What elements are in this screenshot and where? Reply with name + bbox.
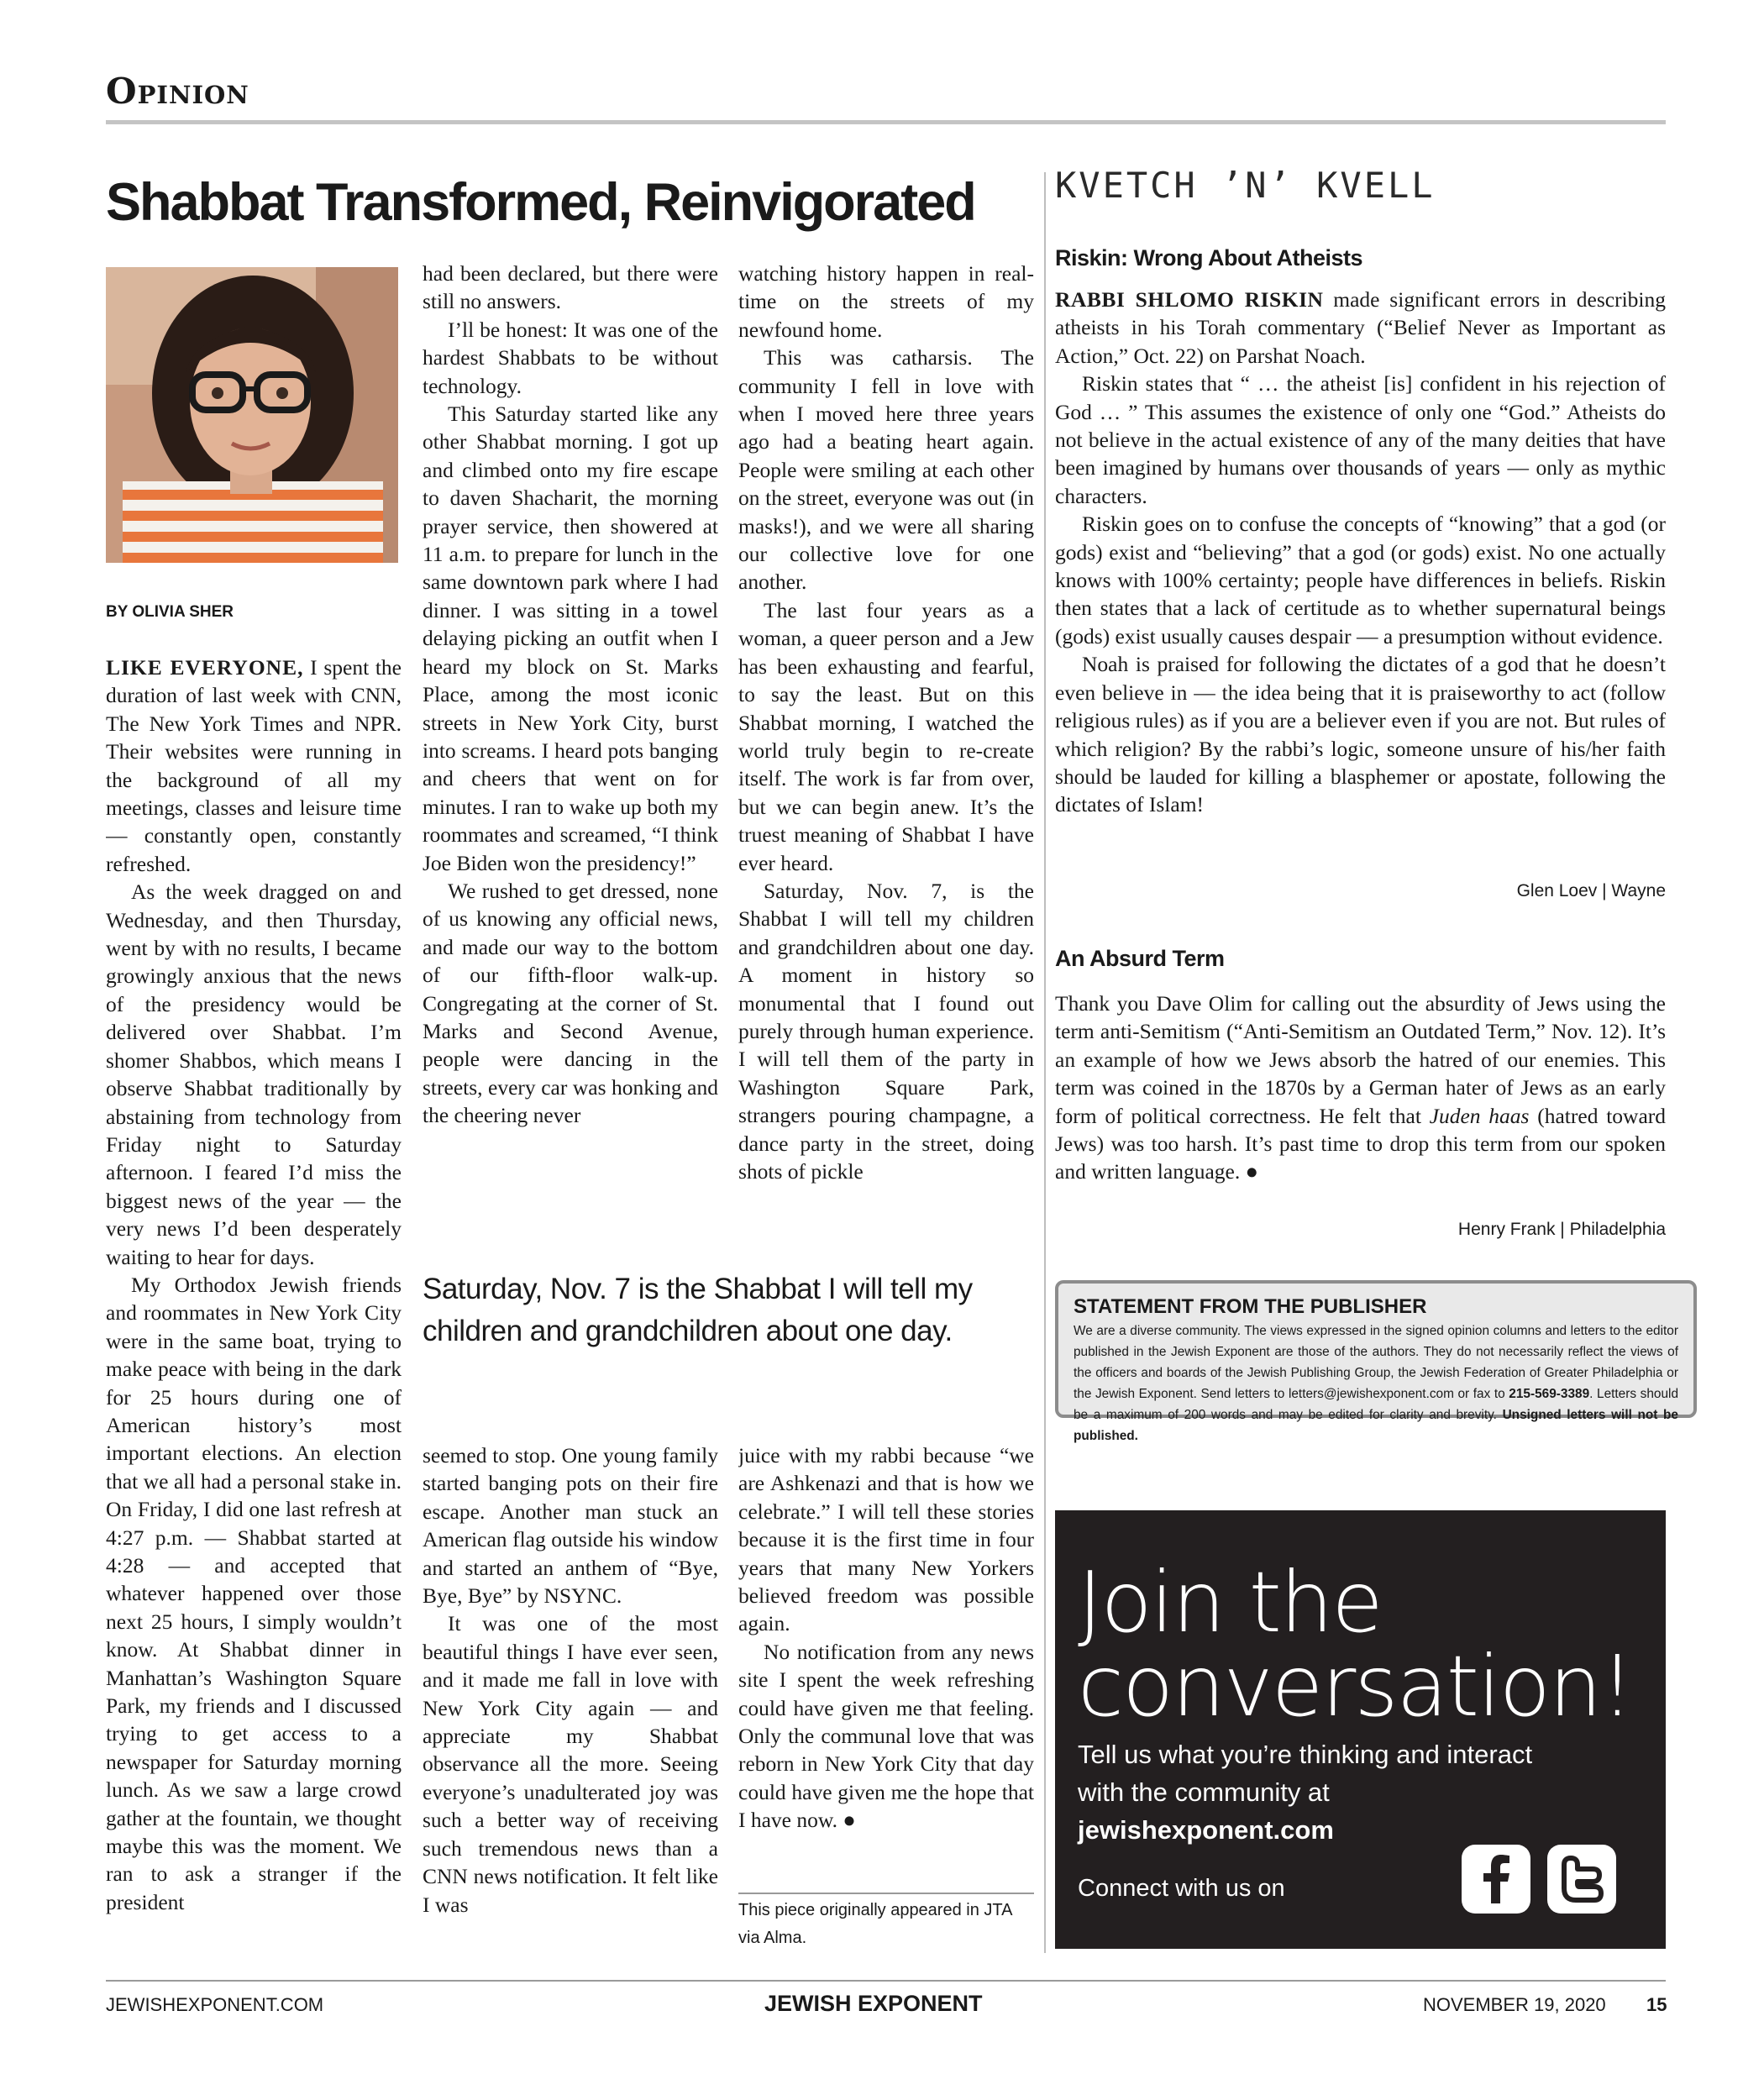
paragraph: RABBI SHLOMO RISKIN made significant errors in describing atheists in his Torah commentary (“Belief Never as Important as Action,” Oct. 22) on Parshat Noach. [1055, 287, 1666, 368]
connect-label: Connect with us on [1078, 1875, 1285, 1902]
article-column-3-bottom [738, 1441, 1034, 1878]
paragraph: seemed to stop. One young family started banging pots on their fire escape. Another man stuck an American flag outside his window and started an anthem of “Bye, Bye, Bye” by NSYNC. [423, 1443, 718, 1609]
publisher-statement-heading: STATEMENT FROM THE PUBLISHER [1074, 1295, 1427, 1318]
facebook-icon[interactable] [1462, 1845, 1530, 1914]
twitter-icon[interactable] [1547, 1845, 1616, 1914]
paragraph: Riskin goes on to confuse the concepts of “knowing” that a god (or gods) exist and “believing” that a god (or gods) exist. No one actually knows with 100% certainty; people have differences in beliefs. Riskin then states that a lack of certitude as to whether supernatural beings (gods) exist usually causes despair — a presumption without evidence. [1055, 512, 1666, 648]
paragraph: My Orthodox Jewish friends and roommates in New York City were in the same boat, trying to make peace with being in the dark for 25 hours during one of American history’s most important elections. An election that we all had a personal stake in. On Friday, I did one last refresh at 4:27 p.m. — Shabbat started at 4:28 — and accepted that whatever happened over those next 25 hours, I simply wouldn’t know. At Shabbat dinner in Manhattan’s Washington Square Park, my friends and I discussed trying to get access to a newspaper for Saturday morning lunch. As we saw a large crowd gather at the fountain, we thought maybe this was the moment. We ran to ask a stranger if the president [106, 1272, 402, 1914]
letter-signature: Henry Frank | Philadelphia [1457, 1220, 1666, 1239]
article-column-2-top [423, 260, 718, 1184]
footer-rule [106, 1980, 1666, 1982]
author-portrait-image [106, 267, 398, 563]
letter-body [1055, 286, 1666, 819]
paragraph: This Saturday started like any other Shabbat morning. I got up and climbed onto my fire escape to daven Shacharit, the morning prayer service, then showered at 11 a.m. to prepare for lunch in the same downtown park where I had dinner. I was sitting in a towel delaying picking an outfit when I heard my block on St. Marks Place, among the most iconic streets in New York City, burst into screams. I heard pots banging and cheers that went on for minutes. I ran to wake up both my roommates and screamed, “I think Joe Biden won the presidency!” [423, 402, 718, 875]
email-link[interactable]: letters@jewishexponent.com [1288, 1387, 1454, 1401]
source-note: This piece originally appeared in JTA via Alma. [738, 1901, 1012, 1947]
ad-subtext: Tell us what you’re thinking and interact with the community at jewishexponent.com [1078, 1740, 1533, 1845]
paragraph: It was one of the most beautiful things I have ever seen, and it made me fall in love with New York City again — and appreciate my Shabbat observance all the more. Seeing everyone’s unadulterated joy was such a better way of receiving such tremendous news than a CNN news notification. It felt like I was [423, 1611, 718, 1917]
page-number: 15 [1646, 1994, 1667, 2015]
paragraph: I’ll be honest: It was one of the hardest Shabbats to be without technology. [423, 317, 718, 398]
article-headline: Shabbat Transformed, Reinvigorated [106, 173, 975, 232]
fax-number: 215-569-3389 [1509, 1387, 1590, 1401]
paragraph: This was catharsis. The community I fell in love with when I moved here three years ago had a beating heart again. People were smiling at each other on the street, everyone was out (in masks!), and we were all sharing our collective love for one another. [738, 345, 1034, 595]
paragraph: had been declared, but there were still no answers. [423, 261, 718, 314]
letter-signature: Glen Loev | Wayne [1516, 881, 1666, 900]
footer-website: JEWISHEXPONENT.COM [106, 1994, 324, 2015]
publisher-statement-text: We are a diverse community. The views expressed in the signed opinion columns and letters to the editor published in the Jewish Exponent are those of the authors. They do not necessarily reflect the views of the officers and boards of the Jewish Publishing Group, the Jewish Federation of Greater Philadelphia or the Jewish Exponent. Send letters to letters@jewishexponent.com or fax to 215-569-3389. Letters should be a maximum of 200 words and may be edited for clarity and brevity. Unsigned letters will not be published. [1074, 1324, 1678, 1443]
paragraph: Saturday, Nov. 7, is the Shabbat I will tell my children and grandchildren about one day. A moment in history so monumental that I found out purely through human experience. I will tell them of the party in Washington Square Park, strangers pouring champagne, a dance party in the street, doing shots of pickle [738, 878, 1034, 1184]
article-column-3-top [738, 260, 1034, 1184]
pull-quote: Saturday, Nov. 7 is the Shabbat I will tell my children and grandchildren about one day. [423, 1273, 973, 1347]
footer-date: NOVEMBER 19, 2020 [1423, 1994, 1606, 2015]
byline: BY OLIVIA SHER [106, 603, 234, 621]
footer-publication: JEWISH EXPONENT [764, 1991, 983, 2016]
paragraph: No notification from any news site I spent the week refreshing could have given me that feeling. Only the communal love that was reborn in New York City that day could have given me the hope that I have now. ● [738, 1639, 1034, 1833]
note-divider [738, 1893, 1034, 1894]
paragraph: Thank you Dave Olim for calling out the absurdity of Jews using the term anti-Semitism (“Anti-Semitism an Outdated Term,” Nov. 12). It’s an example of how we Jews absorb the hatred of our enemies. This term was coined in the 1870s by a German hater of Jews as an early form of political correctness. He felt that Juden haas (hatred toward Jews) was too harsh. It’s past time to drop this term from our spoken and written language. ● [1055, 991, 1667, 1184]
website-link[interactable]: jewishexponent.com [1078, 1815, 1334, 1845]
ad-headline: Join the conversation! [1078, 1553, 1633, 1735]
lead-in: LIKE EVERYONE, [106, 655, 304, 680]
letter-heading: An Absurd Term [1055, 946, 1225, 971]
section-rule [106, 120, 1666, 124]
author-photo [106, 267, 398, 563]
paragraph: As the week dragged on and Wednesday, and then Thursday, went by with no results, I became growingly anxious that the news of the presidency would be delivered over Shabbat. I’m shomer Shabbos, which means I observe Shabbat traditionally by abstaining from technology from Friday night to Saturday afternoon. I feared I’d miss the biggest news of the year — the very news I’d been desperately waiting to hear for days. [106, 879, 402, 1269]
paragraph: We rushed to get dressed, none of us knowing any official news, and made our way to the bottom of our fifth-floor walk-up. Congregating at the corner of St. Marks and Second Avenue, people were dancing in the streets, every car was honking and the cheering never [423, 878, 718, 1128]
article-column-2-bottom [423, 1441, 718, 1954]
publisher-statement-box [1055, 1280, 1697, 1443]
section-heading: Opinion [106, 71, 249, 112]
paragraph: The last four years as a woman, a queer person and a Jew has been exhausting and fearful, to say the least. But on this Shabbat morning, I watched the world truly begin to re-create itself. The work is far from over, but we can begin anew. It’s the truest meaning of Shabbat I have ever heard. [738, 597, 1034, 875]
join-conversation-ad[interactable] [1055, 1510, 1666, 1949]
paragraph: juice with my rabbi because “we are Ashkenazi and that is how we celebrate.” I will tell these stories because it is the first time in four years that many New Yorkers believed freedom was possible again. [738, 1443, 1034, 1636]
article-column-1 [106, 654, 402, 1951]
letter-heading: Riskin: Wrong About Atheists [1055, 245, 1362, 270]
lead-in: RABBI SHLOMO RISKIN [1055, 287, 1324, 312]
paragraph: Noah is praised for following the dictates of a god that he doesn’t even believe in — the idea being that it is praiseworthy to act (follow religious rules) as if you are a believer even if you are not. But rules of which religion? By the rabbi’s logic, someone unsure of his/her faith should be lauded for killing a blasphemer or apostate, following the dictates of Islam! [1055, 652, 1666, 817]
column-divider [1044, 172, 1046, 1953]
paragraph: Riskin states that “ … the atheist [is] confident in his rejection of God … ” This assumes the existence of only one “God.” Atheists do not believe in the actual existence of any of the many deities that have been imagined by humans over thousands of years — only as mythic characters. [1055, 371, 1666, 508]
paragraph: LIKE EVERYONE, I spent the duration of last week with CNN, The New York Times and NPR. Their websites were running in the background of all my meetings, classes and leisure time — constantly open, constantly refreshed. [106, 655, 402, 876]
letter-body [1055, 990, 1666, 1186]
paragraph: watching history happen in real-time on the streets of my newfound home. [738, 261, 1034, 342]
kvetch-kvell-title: KVETCH ’N’ KVELL [1055, 165, 1436, 206]
